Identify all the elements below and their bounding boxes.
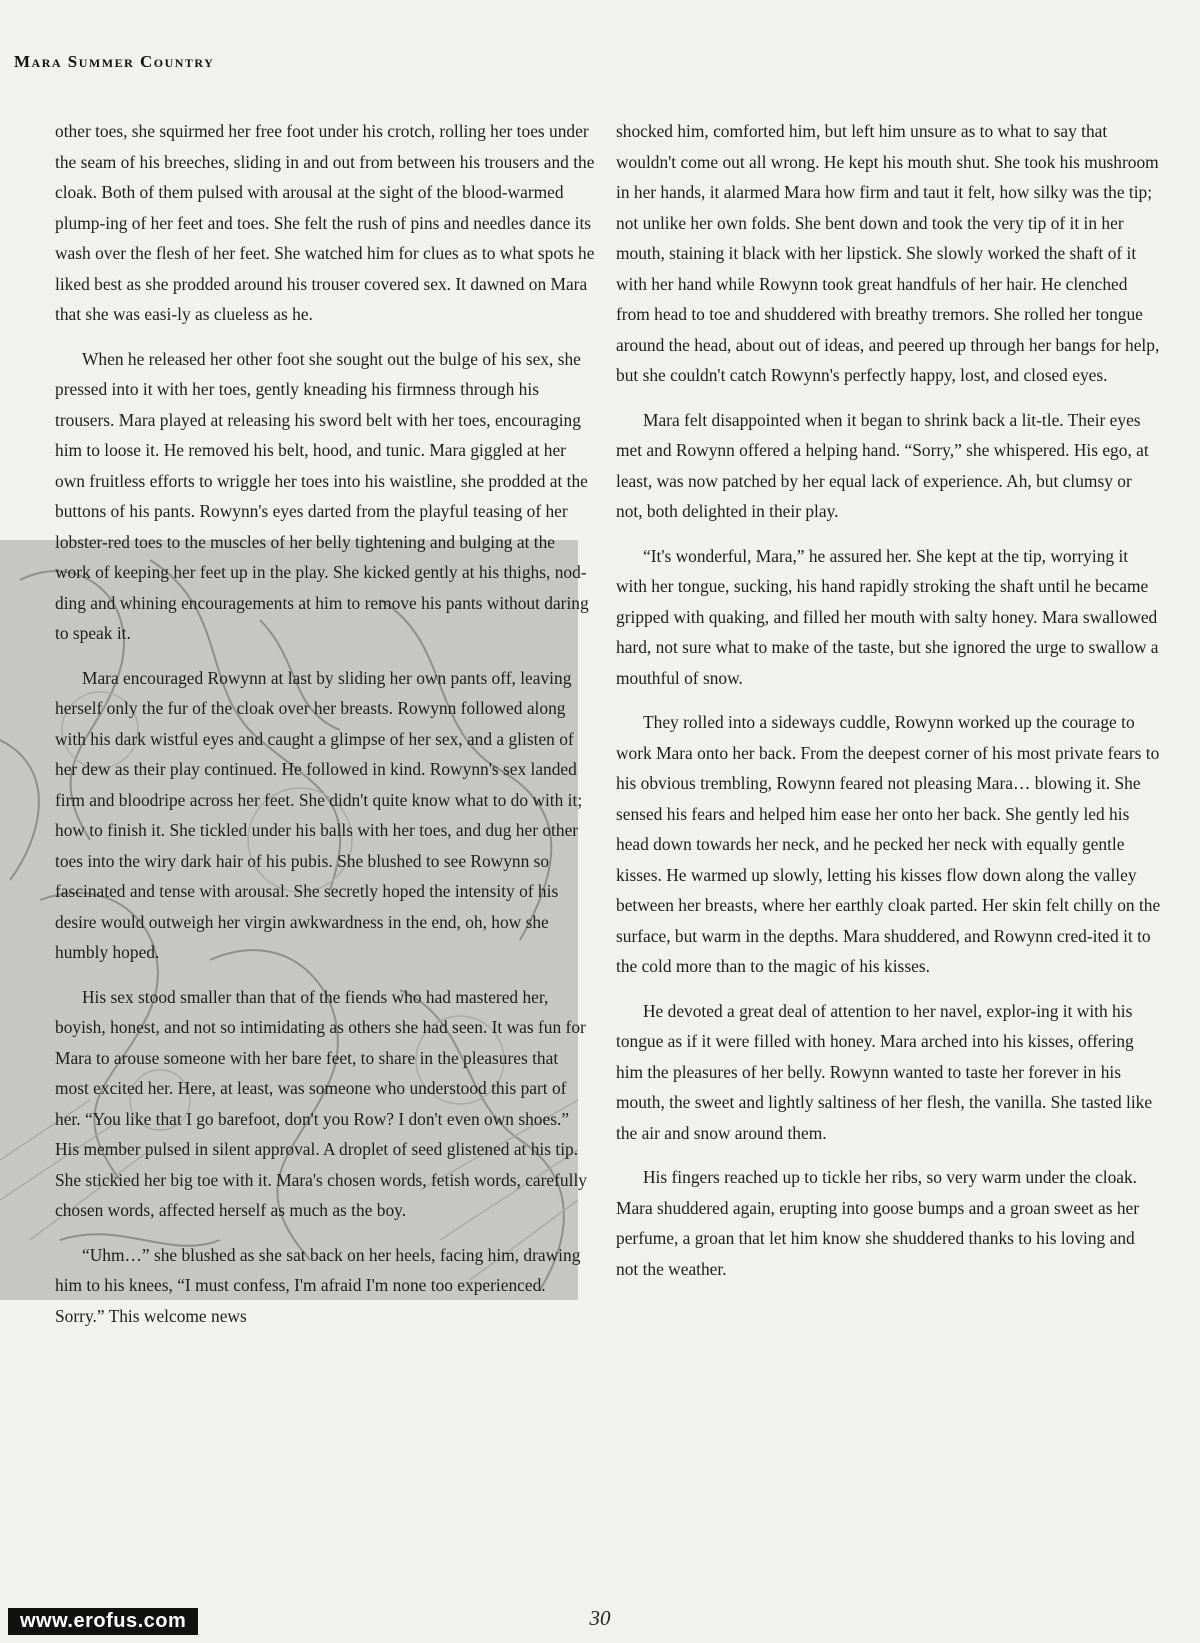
page-number: 30 [589, 1606, 611, 1630]
watermark-label: www.erofus.com [8, 1608, 198, 1635]
paragraph: “It's wonderful, Mara,” he assured her. She kept at the tip, worrying it with her tongue, sucking, his hand rapidly stroking the shaft until he became gripped with quaking, and filled her mouth with salty honey. Mara swallowed hard, not sure what to make of the taste, but she ignored the urge to swallow a mouthful of snow. [616, 545, 1159, 688]
paragraph: Mara encouraged Rowynn at last by sliding her own pants off, leaving herself only the fur of the cloak over her breasts. Rowynn followed along with his dark wistful eyes and caught a glimpse of her sex, and a glisten of her dew as their play continued. He followed in kind. Rowynn's sex landed firm and bloodripe across her feet. She didn't quite know what to do with it; how to finish it. She tickled under his balls with her toes, and dug her other toes into the wiry dark hair of his pubis. She blushed to see Rowynn so fascinated and tense with arousal. She secretly hoped the intensity of his desire would outweigh her virgin awkwardness in the end, oh, how she humbly hoped. [55, 667, 583, 962]
paragraph: “Uhm…” she blushed as she sat back on her heels, facing him, drawing him to his knees, “I must confess, I'm afraid I'm none too experienced. Sorry.” This welcome news [55, 1244, 581, 1326]
paragraph: Mara felt disappointed when it began to shrink back a lit-tle. Their eyes met and Rowynn offered a helping hand. “Sorry,” she whispered. His ego, at least, was now patched by her equal lack of experience. Ah, but clumsy or not, both delighted in their play. [616, 409, 1149, 521]
running-head-title: Mara Summer Country [14, 52, 215, 71]
paragraph: His fingers reached up to tickle her ribs, so very warm under the cloak. Mara shuddered again, erupting into goose bumps and a groan sweet as her perfume, a groan that let him know she shuddered thanks to his loving and not the weather. [616, 1167, 1140, 1279]
paragraph: His sex stood smaller than that of the fiends who had mastered her, boyish, honest, and not so intimidating as others she had seen. It was fun for Mara to arouse someone with her bare feet, to share in the pleasures that most excited her. Here, at least, was someone who understood this part of her. “You like that I go barefoot, don't you Row? I don't even own shoes.” His member pulsed in silent approval. A droplet of seed glistened at his tip. She stickied her big toe with it. Mara's chosen words, fetish words, carefully chosen words, affected herself as much as the boy. [55, 986, 587, 1220]
paragraph: other toes, she squirmed her free foot under his crotch, rolling her toes under the seam of his breeches, sliding in and out from between his trousers and the cloak. Both of them pulsed with arousal at the sight of the blood-warmed plump-ing of her feet and toes. She felt the rush of pins and needles dance its wash over the flesh of her feet. She watched him for clues as to what spots he liked best as she prodded around his trouser covered sex. It dawned on Mara that she was easi-ly as clueless as he. [55, 121, 595, 324]
paragraph: When he released her other foot she sought out the bulge of his sex, she pressed into it with her toes, gently kneading his firmness through his trousers. Mara played at releasing his sword belt with her toes, encouraging him to loose it. He removed his belt, hood, and tunic. Mara giggled at her own fruitless efforts to wriggle her toes into his waistline, she prodded at the buttons of his pants. Rowynn's eyes darted from the playful teasing of her lobster-red toes to the muscles of her belly tightening and bulging at the work of keeping her feet up in the play. She kicked gently at his thighs, nod-ding and whining encouragements at him to remove his pants without daring to speak it. [55, 348, 589, 643]
paragraph: They rolled into a sideways cuddle, Rowynn worked up the courage to work Mara onto her back. From the deepest corner of his most private fears to his obvious trembling, Rowynn feared not pleasing Mara… blowing it. She sensed his fears and helped him ease her onto her back. She gently led his head down towards her neck, and he pecked her neck with equally gentle kisses. He warmed up slowly, letting his kisses flow down along the valley between her breasts, where her earthly cloak parted. Her skin felt chilly on the surface, but warm in the depths. Mara shuddered, and Rowynn cred-ited it to the cold more than to the magic of his kisses. [616, 712, 1161, 976]
paragraph: He devoted a great deal of attention to her navel, explor-ing it with his tongue as if it were filled with honey. Mara arched into his kisses, offering him the pleasures of her belly. Rowynn wanted to taste her forever in his mouth, the sweet and lightly saltiness of her flesh, the vanilla. She tasted like the air and snow around them. [616, 1000, 1153, 1143]
paragraph: shocked him, comforted him, but left him unsure as to what to say that wouldn't come out all wrong. He kept his mouth shut. She took his mushroom in her hands, it alarmed Mara how firm and taut it felt, how silky was the tip; not unlike her own folds. She bent down and took the very tip of it in her mouth, staining it black with her lipstick. She slowly worked the shaft of it with her hand while Rowynn took great handfuls of her hair. He clenched from head to toe and shuddered with breathy tremors. She rolled her tongue around the head, about out of ideas, and peered up through her bangs for help, but she couldn't catch Rowynn's perfectly happy, lost, and closed eyes. [616, 121, 1160, 385]
right-text-column [616, 116, 1161, 1298]
left-text-column [55, 116, 595, 1345]
